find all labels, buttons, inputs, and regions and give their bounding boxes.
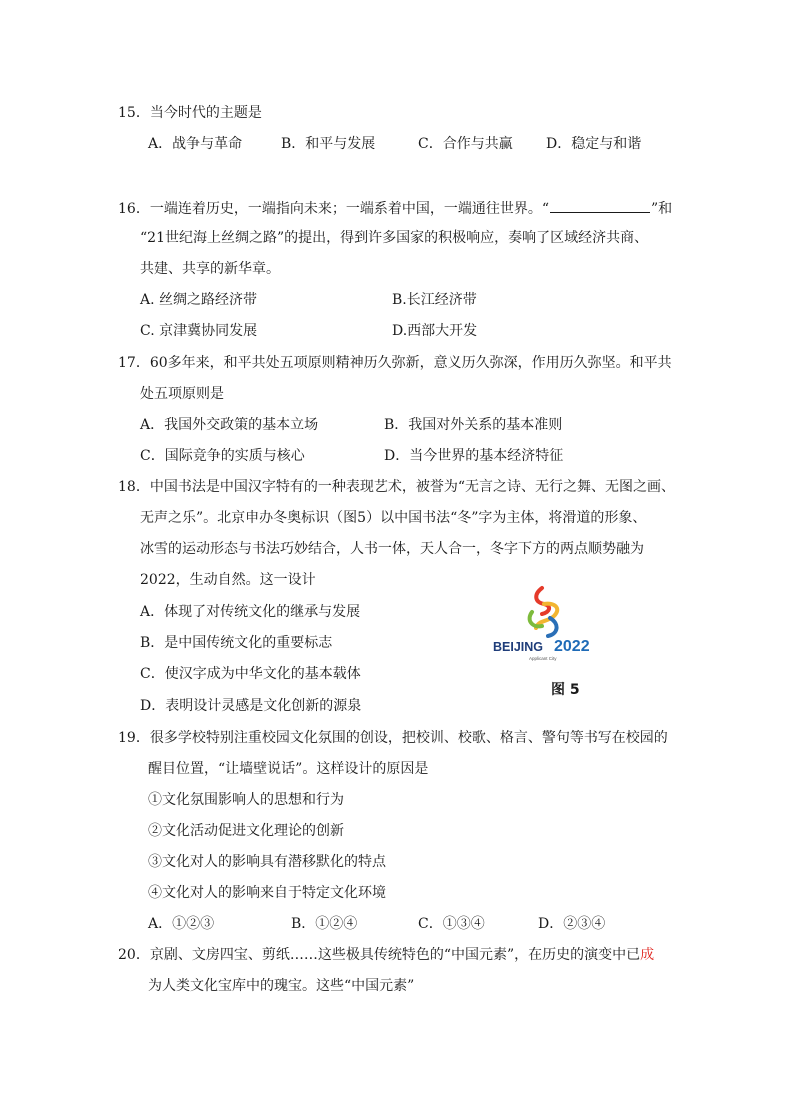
q15-option-d: D．稳定与和谐 — [546, 136, 642, 152]
q16-option-d: D.西部大开发 — [392, 323, 478, 339]
q17-option-c: C．国际竞争的实质与核心 — [140, 448, 305, 464]
q16-line-3: 共建、共享的新华章。 — [140, 261, 280, 277]
q17-line-1: 17．60多年来，和平共处五项原则精神历久弥新，意义历久弥深，作用历久弥坚。和平共 — [118, 355, 672, 371]
q17-option-b: B．我国对外关系的基本准则 — [384, 417, 563, 433]
q20-line-1-text: 20．京剧、文房四宝、剪纸……这些极具传统特色的“中国元素”，在历史的演变中已 — [118, 947, 641, 963]
logo-subtitle: Applicant City — [529, 656, 557, 661]
q19-statement-1: ①文化氛围影响人的思想和行为 — [148, 792, 344, 808]
q16-line-1-end: ”和 — [650, 201, 673, 217]
logo-stroke-red — [536, 588, 549, 614]
q19-statement-2: ②文化活动促进文化理论的创新 — [148, 823, 344, 839]
logo-word-beijing: BEIJING — [493, 640, 544, 654]
q15-option-b: B．和平与发展 — [281, 136, 376, 152]
q18-option-d: D．表明设计灵感是文化创新的源泉 — [140, 698, 362, 714]
answer-blank — [550, 198, 650, 213]
q19-line-2: 醒目位置，“让墙壁说话”。这样设计的原因是 — [148, 761, 429, 777]
q19-option-d: D．②③④ — [538, 916, 606, 932]
q20-line-1-red-char: 成 — [640, 947, 655, 963]
q19-line-1: 19．很多学校特别注重校园文化氛围的创设，把校训、校歌、格言、警句等书写在校园的 — [118, 730, 668, 746]
q15-stem: 15．当今时代的主题是 — [118, 105, 262, 121]
q16-option-a: A. 丝绸之路经济带 — [140, 292, 258, 308]
q18-line-3: 冰雪的运动形态与书法巧妙结合，人书一体，天人合一，冬字下方的两点顺势融为 — [140, 541, 644, 557]
q17-option-d: D．当今世界的基本经济特征 — [384, 448, 564, 464]
q19-statement-4: ④文化对人的影响来自于特定文化环境 — [148, 885, 386, 901]
q20-line-1 — [118, 946, 654, 964]
q16-line-2: “21世纪海上丝绸之路”的提出，得到许多国家的积极响应，奏响了区域经济共商、 — [140, 230, 649, 246]
q18-line-2: 无声之乐”。北京申办冬奥标识（图5）以中国书法“冬”字为主体，将滑道的形象、 — [140, 510, 647, 526]
q16-line-1 — [118, 198, 672, 218]
figure-caption: 图 5 — [551, 682, 580, 698]
q16-option-b: B.长江经济带 — [392, 292, 477, 308]
q16-line-1-start: 16．一端连着历史，一端指向未来；一端系着中国，一端通往世界。“ — [118, 201, 549, 217]
q19-statement-3: ③文化对人的影响具有潜移默化的特点 — [148, 854, 386, 870]
q16-option-c: C. 京津冀协同发展 — [140, 323, 258, 339]
q18-option-c: C．使汉字成为中华文化的基本载体 — [140, 666, 361, 682]
q15-option-a: A．战争与革命 — [148, 136, 243, 152]
q19-option-c: C．①③④ — [418, 916, 485, 932]
q18-line-1: 18．中国书法是中国汉字特有的一种表现艺术，被誉为“无言之诗、无行之舞、无图之画、 — [118, 479, 675, 495]
q17-line-2: 处五项原则是 — [140, 386, 224, 402]
beijing-2022-logo — [492, 584, 602, 664]
q20-line-2: 为人类文化宝库中的瑰宝。这些“中国元素” — [148, 978, 415, 994]
q17-option-a: A．我国外交政策的基本立场 — [140, 417, 319, 433]
q15-option-c: C．合作与共赢 — [418, 136, 513, 152]
q19-option-a: A．①②③ — [148, 916, 215, 932]
q18-option-b: B．是中国传统文化的重要标志 — [140, 635, 333, 651]
q18-option-a: A．体现了对传统文化的继承与发展 — [140, 604, 361, 620]
q19-option-b: B．①②④ — [291, 916, 358, 932]
logo-word-2022: 2022 — [554, 638, 590, 655]
q18-line-4: 2022，生动自然。这一设计 — [140, 572, 316, 588]
